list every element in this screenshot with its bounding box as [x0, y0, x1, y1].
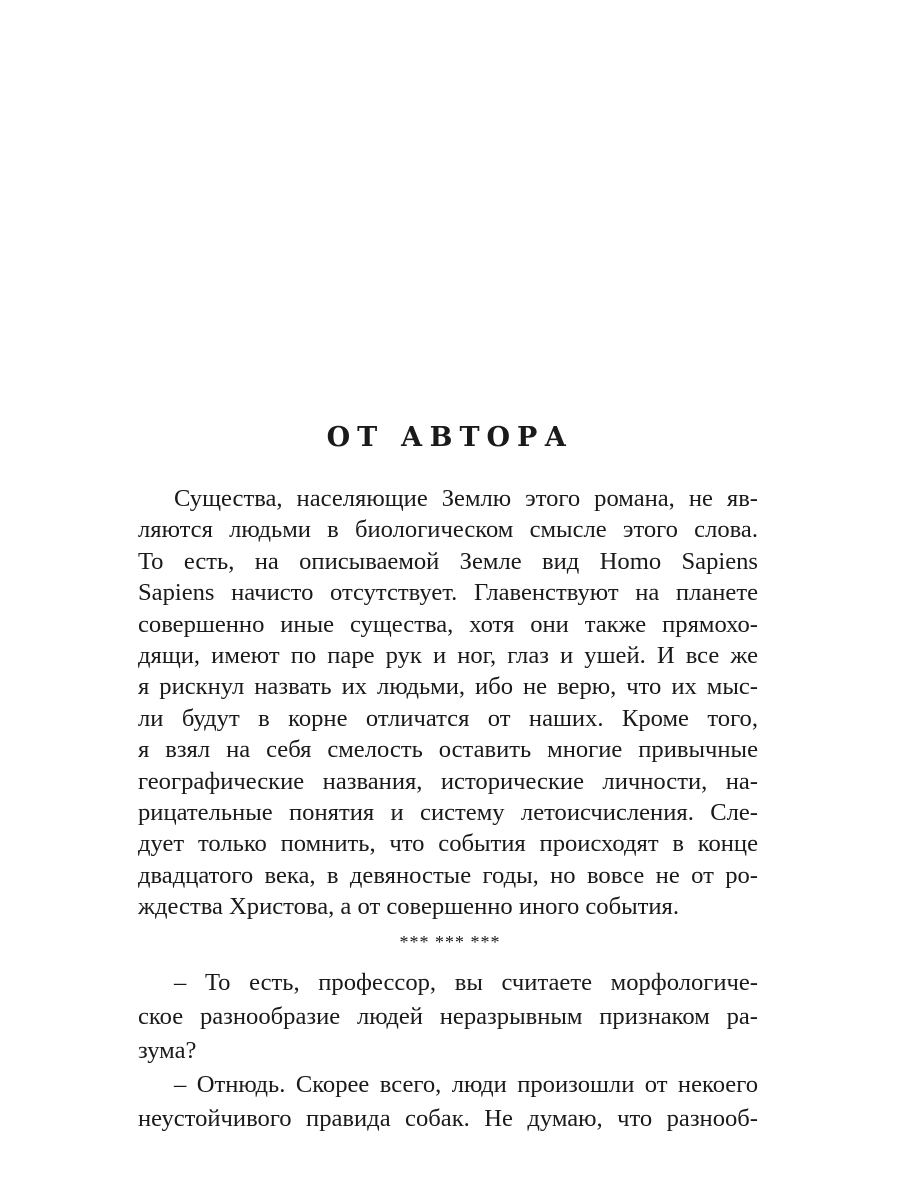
text-line: я рискнул назвать их людьми, ибо не верю, что их мыс- — [138, 673, 758, 701]
dialogue-line: зума? — [138, 1037, 197, 1064]
dialogue-line: неустойчивого правида собак. Не думаю, что разнооб- — [138, 1105, 758, 1132]
dialogue-line: – Отнюдь. Скорее всего, люди произошли от некоего — [174, 1071, 758, 1098]
chapter-heading: ОТ АВТОРА — [326, 422, 574, 453]
dialogue-line: – То есть, профессор, вы считаете морфологиче- — [174, 969, 758, 996]
text-line: географические названия, исторические личности, на- — [138, 767, 758, 795]
text-line: дящи, имеют по паре рук и ног, глаз и ушей. И все же — [138, 642, 758, 669]
section-separator: *** *** *** — [399, 932, 501, 952]
text-line: ждества Христова, а от совершенно иного события. — [138, 893, 680, 921]
text-line: Sapiens начисто отсутствует. Главенствуют на планете — [138, 579, 758, 607]
text-line: совершенно иные существа, хотя они также прямохо- — [138, 610, 758, 638]
text-line: Существа, населяющие Землю этого романа, не яв- — [174, 485, 758, 512]
text-line: рицательные понятия и систему летоисчисления. Сле- — [138, 799, 758, 826]
text-line: дует только помнить, что события происходят в конце — [138, 830, 758, 858]
dialogue-line: ское разнообразие людей неразрывным признаком ра- — [138, 1003, 758, 1030]
text-line: двадцатого века, в девяностые годы, но вовсе не от ро- — [138, 861, 758, 889]
text-line: ли будут в корне отличатся от наших. Кроме того, — [138, 704, 758, 732]
text-line: То есть, на описываемой Земле вид Homo Sapiens — [138, 547, 758, 575]
text-line: ляются людьми в биологическом смысле этого слова. — [138, 516, 758, 544]
text-line: я взял на себя смелость оставить многие привычные — [138, 736, 758, 764]
